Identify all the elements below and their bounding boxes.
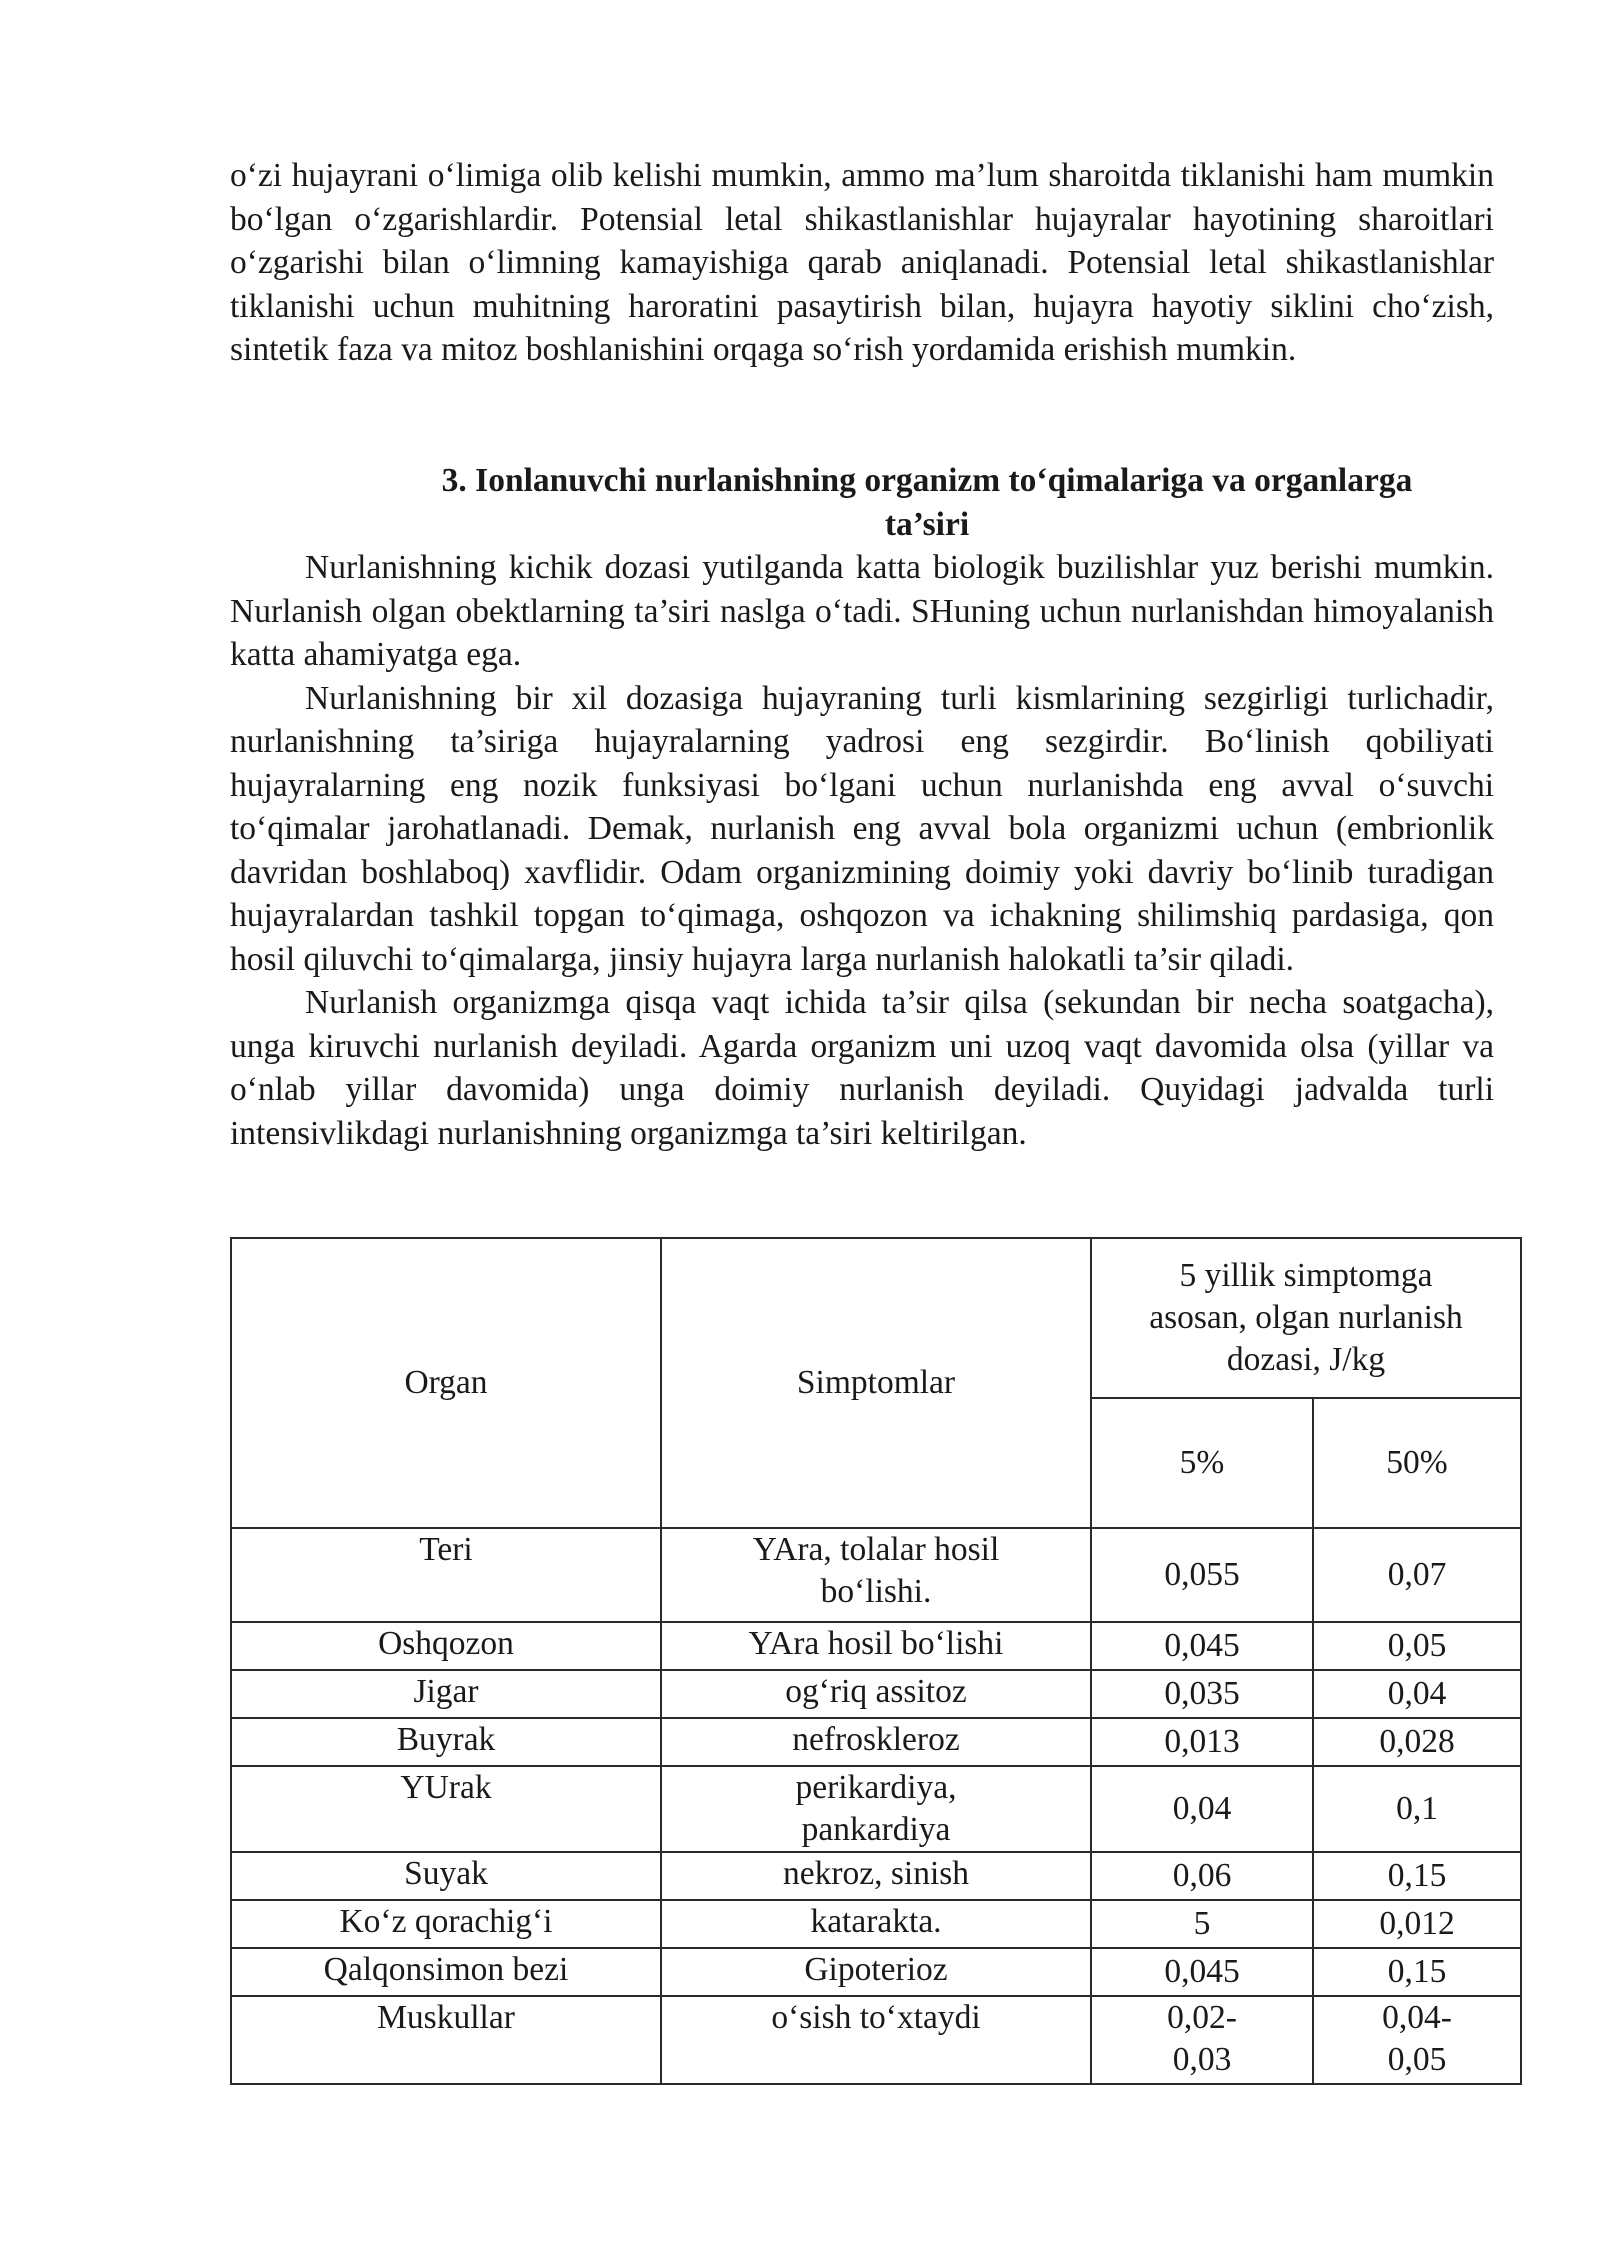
header-pct5: 5% [1091,1398,1313,1528]
dose50-cell: 0,15 [1313,1948,1521,1996]
intro-paragraph: o‘zi hujayrani o‘limiga olib kelishi mumkin, ammo ma’lum sharoitda tiklanishi ham mumkin bo‘lgan o‘zgarishlardir. Potensial letal shikastlanishlar hujayralar hayotining sharoitlari o‘zgarishi bilan o‘limning kamayishiga qarab aniqlanadi. Potensial letal shikastlanishlar tiklanishi uchun muhitning haroratini pasaytirish bilan, hujayra hayotiy siklini cho‘zish, sintetik faza va mitoz boshlanishini orqaga so‘rish yordamida erishish mumkin. [230,157,1494,368]
symptom-cell: nefroskleroz [661,1718,1091,1766]
organ-cell: Ko‘z qorachig‘i [231,1900,661,1948]
dose50-cell: 0,05 [1313,1622,1521,1670]
organ-cell: Qalqonsimon bezi [231,1948,661,1996]
dose-line: 0,04- [1382,1999,1452,2036]
dose50-cell: 0,028 [1313,1718,1521,1766]
organ-cell: Suyak [231,1852,661,1900]
table-row [231,1766,1521,1852]
dose5-cell: 0,045 [1091,1622,1313,1670]
table-row [231,1622,1521,1670]
dose5-cell: 0,045 [1091,1948,1313,1996]
organ-cell: YUrak [231,1766,661,1852]
dose-line: 0,03 [1172,2041,1232,2078]
dose5-cell: 0,04 [1091,1766,1313,1852]
dose-line: 0,05 [1387,2041,1447,2078]
table-row [231,1670,1521,1718]
symptom-cell [661,1528,1091,1622]
dose50-cell [1313,1996,1521,2084]
symptom-line: perikardiya, [795,1769,957,1806]
symptom-cell: og‘riq assitoz [661,1670,1091,1718]
symptom-cell: Gipoterioz [661,1948,1091,1996]
section-heading-line1: 3. Ionlanuvchi nurlanishning organizm to‘qimalariga va organlarga [441,462,1413,499]
symptom-line: pankardiya [801,1811,951,1848]
organ-cell: Buyrak [231,1718,661,1766]
dose5-cell: 0,035 [1091,1670,1313,1718]
header-dose-line3: dozasi, J/kg [1226,1341,1386,1378]
symptom-cell: nekroz, sinish [661,1852,1091,1900]
section-body [230,546,1494,1155]
symptom-cell: katarakta. [661,1900,1091,1948]
dose5-cell [1091,1996,1313,2084]
organ-cell: Oshqozon [231,1622,661,1670]
symptom-cell: o‘sish to‘xtaydi [661,1996,1091,2084]
section-heading [230,459,1494,546]
dose5-cell: 0,055 [1091,1528,1313,1622]
header-organ: Organ [231,1238,661,1528]
symptom-cell [661,1766,1091,1852]
organ-cell: Teri [231,1528,661,1622]
dose-table [230,1237,1522,2085]
table-row [231,1528,1521,1622]
table-row [231,1852,1521,1900]
organ-cell: Muskullar [231,1996,661,2084]
table-row [231,1996,1521,2084]
dose-line: 0,02- [1167,1999,1237,2036]
dose50-cell: 0,1 [1313,1766,1521,1852]
organ-cell: Jigar [231,1670,661,1718]
dose50-cell: 0,012 [1313,1900,1521,1948]
dose50-cell: 0,15 [1313,1852,1521,1900]
header-dose-line2: asosan, olgan nurlanish [1149,1299,1463,1336]
table-row [231,1900,1521,1948]
dose5-cell: 5 [1091,1900,1313,1948]
table-header-row [231,1238,1521,1398]
header-symptoms: Simptomlar [661,1238,1091,1528]
symptom-line: YAra, tolalar hosil [752,1531,1000,1568]
dose5-cell: 0,06 [1091,1852,1313,1900]
section-paragraph-3: Nurlanish organizmga qisqa vaqt ichida ta’sir qilsa (sekundan bir necha soatgacha), unga kiruvchi nurlanish deyiladi. Agarda organizm uni uzoq vaqt davomida olsa (yillar va o‘nlab yillar davomida) unga doimiy nurlanish deyiladi. Quyidagi jadvalda turli intensivlikdagi nurlanishning organizmga ta’siri keltirilgan. [230,984,1494,1152]
intro-block [230,154,1494,372]
section-heading-line2: ta’siri [884,505,970,543]
header-dose-line1: 5 yillik simptomga [1179,1257,1433,1294]
dose5-cell: 0,013 [1091,1718,1313,1766]
section-paragraph-1: Nurlanishning kichik dozasi yutilganda katta biologik buzilishlar yuz berishi mumkin. Nurlanish olgan obektlarning ta’siri naslga o‘tadi. SHuning uchun nurlanishdan himoyalanish katta ahamiyatga ega. [230,549,1494,673]
header-pct50: 50% [1313,1398,1521,1528]
header-dose [1091,1238,1521,1398]
section-paragraph-2: Nurlanishning bir xil dozasiga hujayraning turli kismlarining sezgirligi turlichadir, nurlanishning ta’siriga hujayralarning yadrosi eng sezgirdir. Bo‘linish qobiliyati hujayralarning eng nozik funksiyasi bo‘lgani uchun nurlanishda eng avval o‘suvchi to‘qimalar jarohatlanadi. Demak, nurlanish eng avval bola organizmi uchun (embrionlik davridan boshlaboq) xavflidir. Odam organizmining doimiy yoki davriy bo‘linib turadigan hujayralardan tashkil topgan to‘qimaga, oshqozon va ichakning shilimshiq pardasiga, qon hosil qiluvchi to‘qimalarga, jinsiy hujayra larga nurlanish halokatli ta’sir qiladi. [230,679,1494,978]
dose50-cell: 0,07 [1313,1528,1521,1622]
symptom-line: bo‘lishi. [820,1573,932,1610]
table-row [231,1948,1521,1996]
table-row [231,1718,1521,1766]
dose50-cell: 0,04 [1313,1670,1521,1718]
symptom-cell: YAra hosil bo‘lishi [661,1622,1091,1670]
